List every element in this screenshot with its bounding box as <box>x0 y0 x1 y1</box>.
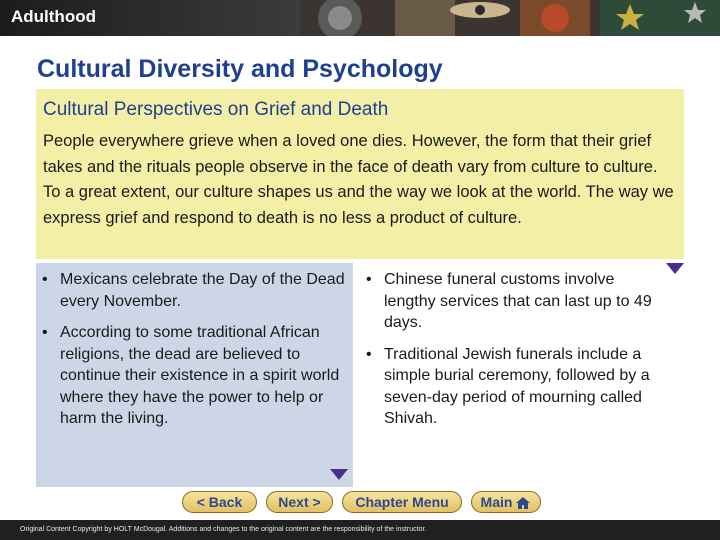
main-button-label: Main <box>480 494 513 510</box>
right-bullet-list <box>366 269 666 430</box>
copyright-text: Original Content Copyright by HOLT McDougal. Additions and changes to the original content are the responsibility of the instructor. <box>20 526 427 533</box>
bullet-dot: • <box>42 271 48 288</box>
list-item-text: According to some traditional African religions, the dead are believed to continue their existence in a spirit world where they have the power to help or harm the living. <box>60 324 340 427</box>
section-title: Adulthood <box>11 7 96 26</box>
intro-box <box>36 89 684 259</box>
triangle-marker-icon[interactable] <box>666 263 684 274</box>
home-icon <box>515 496 531 510</box>
list-item <box>42 269 350 312</box>
bullet-dot: • <box>366 271 372 288</box>
header-collage-image <box>300 0 720 36</box>
main-button[interactable] <box>471 491 541 513</box>
header-bar <box>0 0 720 36</box>
triangle-marker-icon[interactable] <box>330 469 348 480</box>
list-item <box>366 344 666 430</box>
page-title: Cultural Diversity and Psychology <box>37 55 443 83</box>
bullet-dot: • <box>366 345 372 363</box>
list-item-text: Mexicans celebrate the Day of the Dead every November. <box>60 271 345 310</box>
list-item <box>42 322 350 430</box>
bullet-dot: • <box>42 324 48 341</box>
list-item <box>366 269 666 334</box>
intro-paragraph: People everywhere grieve when a loved one dies. However, the form that their grief takes and the rituals people observe in the face of death vary from culture to culture. To a great extent, our culture shapes us and the way we look at the world. The way we express grief and respond to death is no less a product of culture. <box>43 132 674 227</box>
footer <box>0 520 720 540</box>
left-bullet-list <box>42 269 350 430</box>
back-button[interactable]: < Back <box>182 491 257 513</box>
list-item-text: Chinese funeral customs involve lengthy services that can last up to 49 days. <box>384 271 652 331</box>
intro-heading: Cultural Perspectives on Grief and Death <box>43 99 389 120</box>
list-item-text: Traditional Jewish funerals include a simple burial ceremony, followed by a seven-day period of mourning called Shivah. <box>384 345 650 427</box>
chapter-menu-button[interactable]: Chapter Menu <box>342 491 462 513</box>
left-bullet-box <box>36 263 353 487</box>
next-button[interactable]: Next > <box>266 491 333 513</box>
